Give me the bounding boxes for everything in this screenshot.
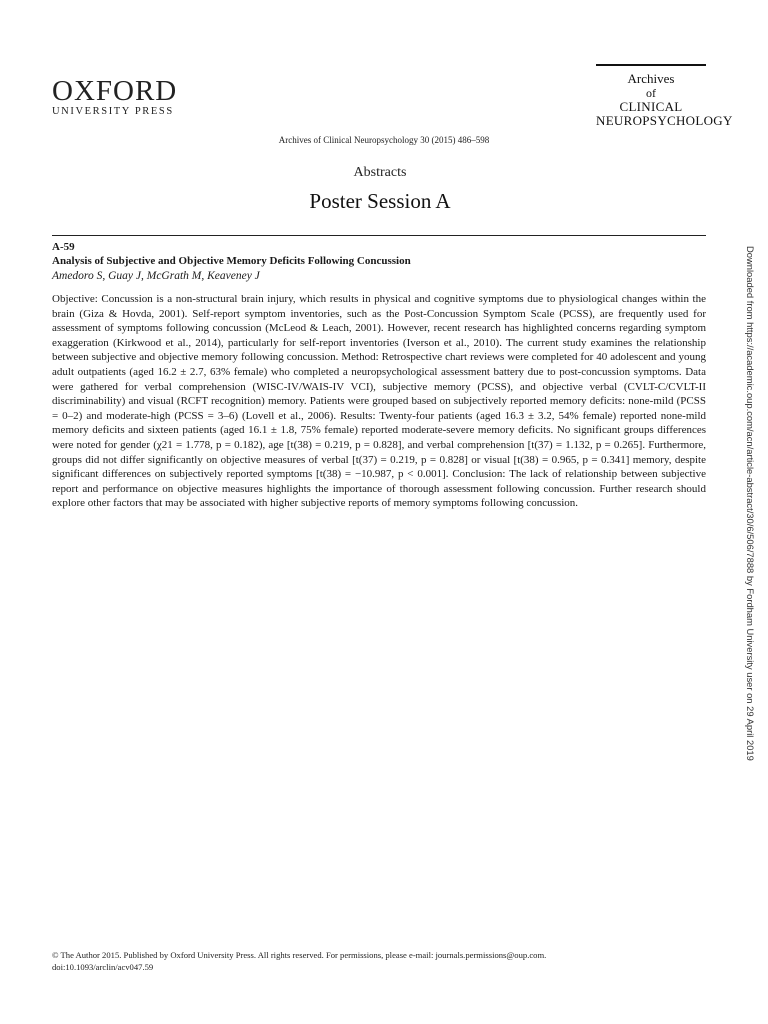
abstract-title: Analysis of Subjective and Objective Memory Deficits Following Concussion	[52, 255, 411, 267]
abstract	[52, 240, 706, 511]
journal-logo-line-2: of	[646, 86, 656, 100]
journal-logo	[596, 64, 733, 128]
doi: doi:10.1093/arclin/acv047.59	[52, 962, 154, 972]
journal-logo-line-1: Archives	[627, 71, 675, 86]
copyright-notice: © The Author 2015. Published by Oxford University Press. All rights reserved. For permissions, please e-mail: journals.permissions@oup.com.	[52, 950, 547, 960]
publisher-subtitle: UNIVERSITY PRESS	[52, 106, 174, 117]
journal-logo-line-3: CLINICAL	[619, 99, 683, 114]
section-heading: Abstracts	[353, 165, 407, 180]
download-notice-text: Downloaded from https://academic.oup.com/acn/article-abstract/30/6/506/7888 by Fordham University user on 29 April 2019	[745, 246, 756, 761]
abstract-body: Objective: Concussion is a non-structural brain injury, which results in physical and cognitive symptoms due to physiological changes within the brain (Giza & Hovda, 2001). Self-report symptom inventories, such as the Post-Concussion Symptom Scale (PCSS), are frequently used for assessment of symptoms following concussion (McLeod & Leach, 2001). However, recent research has highlighted concerns regarding symptom exaggeration (Kirkwood et al., 2014), particularly for self-report inventories (Iverson et al., 2010). The current study examines the relationship between subjective and objective memory following concussion. Method: Retrospective chart reviews were completed for 40 adolescent and young adult outpatients (aged 16.2 ± 2.7, 63% female) who completed a neuropsychological assessment battery due to post-concussion symptoms. Data were gathered for verbal comprehension (WISC-IV/WAIS-IV VCI), subjective memory (PCSS), and objective verbal (CVLT-C/CVLT-II discriminability) and visual (RCFT recognition) memory. Patients were grouped based on subjectively reported memory deficits: none-mild (PCSS = 0–2) and moderate-high (PCSS = 3–6) (Lovell et al., 2006). Results: Twenty-four patients (aged 16.3 ± 3.2, 54% female) reported none-mild memory deficits and sixteen patients (aged 16.1 ± 1.8, 75% female) reported moderate-severe memory deficits. No significant groups differences were noted for gender (χ21 = 1.778, p = 0.182), age [t(38) = 0.219, p = 0.828], and verbal comprehension [t(37) = 1.132, p = 0.265]. Furthermore, groups did not differ significantly on objective measures of verbal [t(37) = 0.219, p = 0.828] or visual [t(38) = 0.965, p = 0.341] memory, despite significant differences on subjectively reported symptoms [t(38) = −10.987, p < 0.001]. Conclusion: The lack of relationship between subjective report and performance on objective measures highlights the importance of thorough assessment following concussion. Further research should explore other factors that may be associated with higher subjective reports of memory symptoms following concussion.	[52, 293, 706, 510]
abstract-number: A-59	[52, 241, 75, 253]
abstract-authors: Amedoro S, Guay J, McGrath M, Keaveney J	[52, 270, 260, 282]
publisher-name: OXFORD	[52, 75, 178, 107]
header-divider	[52, 235, 706, 236]
session-title: Poster Session A	[309, 189, 451, 213]
journal-logo-line-4: NEUROPSYCHOLOGY	[596, 113, 733, 128]
publisher-logo	[52, 77, 202, 119]
footer	[52, 949, 712, 973]
journal-citation: Archives of Clinical Neuropsychology 30 (2015) 486–598	[278, 135, 490, 145]
download-notice	[745, 246, 760, 776]
